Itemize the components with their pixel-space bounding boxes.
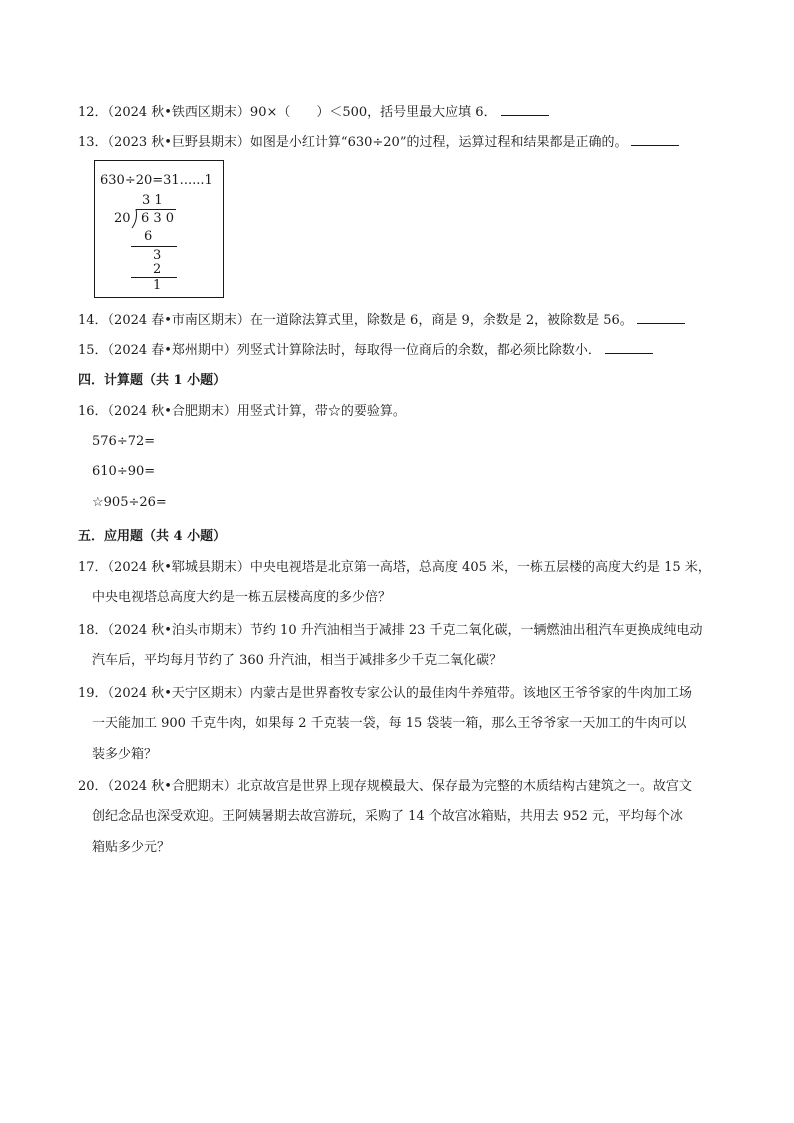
question-17-line-1: 17．（2024 秋•郓城县期末）中央电视塔是北京第一高塔，总高度 405 米，一栋五层楼的高度大约是 15 米， [78,560,711,575]
division-step-3: 2 [153,262,162,277]
question-14-text: 14．（2024 春•市南区期末）在一道除法算式里，除数是 6，商是 9，余数是 2，被除数是 56。 [78,313,633,328]
question-20-line-2: 创纪念品也深受欢迎。王阿姨暑期去故宫游玩，采购了 14 个故宫冰箱贴，共用去 952 元，平均每个冰 [92,809,683,824]
long-division-figure [94,160,224,298]
question-19-line-3: 装多少箱？ [92,747,158,762]
question-15 [78,341,653,360]
question-19-line-1: 19．（2024 秋•天宁区期末）内蒙古是世界畜牧专家公认的最佳肉牛养殖带。该地区王爷爷家的牛肉加工场 [78,686,692,701]
division-remainder: 1 [153,278,162,293]
question-16-text: 16．（2024 秋•合肥期末）用竖式计算，带☆的要验算。 [78,404,406,419]
answer-blank[interactable] [631,133,679,146]
section-4-title: 四．计算题（共 1 小题） [78,373,227,388]
answer-blank[interactable] [605,341,653,354]
question-12 [78,103,549,122]
question-12-text: 12．（2024 秋•铁西区期末）90×（ ）＜500，括号里最大应填 6． [78,105,497,120]
division-dividend: 6 3 0 [141,211,175,226]
division-equation: 630÷20=31......1 [100,173,213,188]
answer-blank[interactable] [637,311,685,324]
calc-item-2: 610÷90= [92,464,156,479]
section-5-title: 五．应用题（共 4 小题） [78,529,227,544]
division-step-1: 6 [144,229,153,244]
question-13-text: 13．（2023 秋•巨野县期末）如图是小红计算“630÷20”的过程，运算过程和结果都是正确的。 [78,135,628,150]
question-19-line-2: 一天能加工 900 千克牛肉，如果每 2 千克装一袋，每 15 袋装一箱，那么王爷爷家一天加工的牛肉可以 [92,716,687,731]
question-20-line-1: 20．（2024 秋•合肥期末）北京故宫是世界上现存规模最大、保存最为完整的木质结构古建筑之一。故宫文 [78,779,692,794]
question-14 [78,311,685,330]
answer-blank[interactable] [501,103,549,116]
division-step-2: 3 [153,248,162,263]
question-18-line-1: 18．（2024 秋•泊头市期末）节约 10 升汽油相当于减排 23 千克二氧化碳，一辆燃油出租汽车更换成纯电动 [78,623,703,638]
division-quotient: 3 1 [142,193,163,208]
division-divisor: 20 [114,211,131,226]
question-15-text: 15．（2024 春•郑州期中）列竖式计算除法时，每取得一位商后的余数，都必须比除数小． [78,343,601,358]
question-17-line-2: 中央电视塔总高度大约是一栋五层楼高度的多少倍？ [92,590,392,605]
question-13 [78,133,679,152]
calc-item-1: 576÷72= [92,434,156,449]
question-18-line-2: 汽车后，平均每月节约了 360 升汽油，相当于减排多少千克二氧化碳？ [92,653,503,668]
division-bar [136,209,176,210]
question-20-line-3: 箱贴多少元？ [92,840,171,855]
division-rule-1 [131,246,177,247]
calc-item-3: ☆905÷26= [92,495,167,510]
